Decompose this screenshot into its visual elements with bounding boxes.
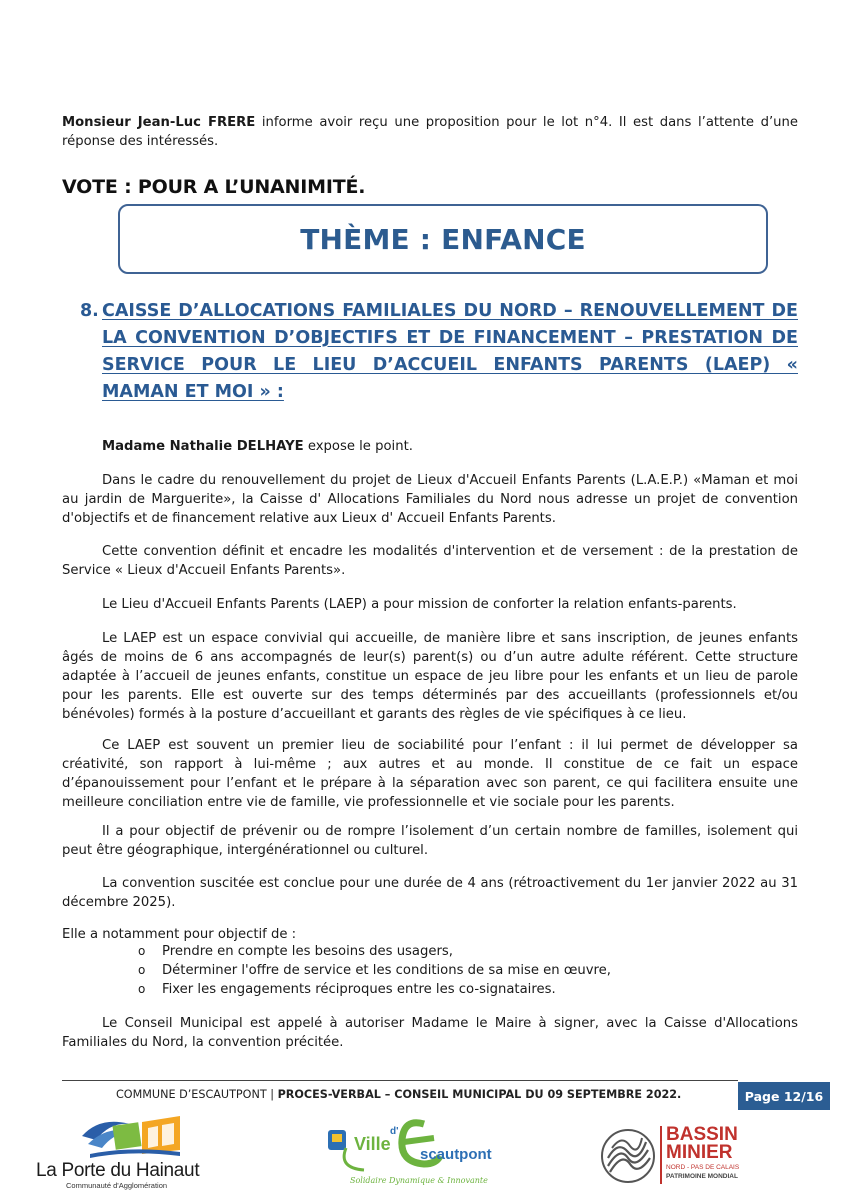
section-title: CAISSE D’ALLOCATIONS FAMILIALES DU NORD – RENOUVELLEMENT DE LA CONVENTION D’OBJECTIFS ET DE FINANCEMENT – PRESTATION DE SERVICE POUR LE LIEU D’ACCUEIL ENFANTS PARENTS (LAEP) « MAMAN ET MOI » : xyxy=(102,301,798,402)
bullet-mark: o xyxy=(138,944,146,958)
bassin-minier-line4: PATRIMOINE MONDIAL xyxy=(666,1173,738,1180)
paragraph-5: Ce LAEP est souvent un premier lieu de sociabilité pour l’enfant : il lui permet de développer sa créativité, son rapport à lui-même ; aux autres et au monde. Il constitue de ce fait un espace d’épanouissement pour l’enfant et le prépare à la séparation avec son parent, ce qui facilitera ensuite une meilleure conciliation entre vie de famille, vie professionnelle et vie sociale pour les parents. xyxy=(62,738,798,810)
section-heading xyxy=(80,298,798,406)
conclusion-paragraph: Le Conseil Municipal est appelé à autoriser Madame le Maire à signer, avec la Caisse d'Allocations Familiales du Nord, la convention précitée. xyxy=(62,1016,798,1050)
intro-speaker: Monsieur Jean-Luc FRERE xyxy=(62,115,256,130)
theme-box xyxy=(118,204,768,274)
intro-paragraph xyxy=(62,113,798,151)
presenter-text: expose le point. xyxy=(303,439,413,454)
bullet-mark: o xyxy=(138,963,146,977)
escautpont-ville-text: Ville xyxy=(354,1134,391,1154)
objective-text: Fixer les engagements réciproques entre les co-signataires. xyxy=(162,982,556,997)
objectives-intro: Elle a notamment pour objectif de : xyxy=(62,927,297,942)
ville-escautpont-logo xyxy=(324,1116,492,1194)
bassin-minier-line1: BASSIN xyxy=(666,1124,738,1145)
footer-separator: | xyxy=(266,1088,278,1101)
porte-du-hainaut-name: La Porte du Hainaut xyxy=(36,1160,200,1181)
objectives-list xyxy=(138,942,611,999)
porte-du-hainaut-logo xyxy=(30,1110,220,1192)
bassin-minier-logo xyxy=(600,1126,790,1188)
section-number: 8. xyxy=(80,301,99,321)
objective-text: Prendre en compte les besoins des usagers, xyxy=(162,944,453,959)
bassin-minier-line3: NORD - PAS DE CALAIS xyxy=(666,1164,740,1171)
vote-result: VOTE : POUR A L’UNANIMITÉ. xyxy=(62,176,366,198)
footer-commune: COMMUNE D’ESCAUTPONT xyxy=(116,1088,267,1101)
footer-text xyxy=(116,1088,681,1101)
paragraph-2: Cette convention définit et encadre les modalités d'intervention et de versement : de la prestation de Service « Lieux d'Accueil Enfants Parents». xyxy=(62,544,798,578)
escautpont-slogan: Solidaire Dynamique & Innovante xyxy=(350,1176,488,1185)
bassin-minier-divider xyxy=(660,1126,662,1184)
list-item xyxy=(138,942,611,961)
presenter-line xyxy=(102,437,798,456)
page-number-badge: Page 12/16 xyxy=(738,1082,830,1110)
theme-title: THÈME : ENFANCE xyxy=(300,222,586,256)
bassin-minier-line2: MINIER xyxy=(666,1142,733,1163)
paragraph-1: Dans le cadre du renouvellement du projet de Lieux d'Accueil Enfants Parents (L.A.E.P.) «Maman et moi au jardin de Marguerite», la Caisse d' Allocations Familiales du Nord nous adresse un projet de convention d'objectifs et de financement relative aux Lieux d' Accueil Enfants Parents. xyxy=(62,473,798,526)
paragraph-7: La convention suscitée est conclue pour une durée de 4 ans (rétroactivement du 1er janvier 2022 au 31 décembre 2025). xyxy=(62,876,798,910)
escautpont-name-text: scautpont xyxy=(420,1146,492,1163)
porte-du-hainaut-subtitle: Communauté d'Agglomération xyxy=(66,1181,168,1190)
footer-pv: PROCES-VERBAL – CONSEIL MUNICIPAL DU 09 SEPTEMBRE 2022. xyxy=(277,1088,682,1101)
list-item xyxy=(138,980,611,999)
paragraph-4: Le LAEP est un espace convivial qui accueille, de manière libre et sans inscription, de jeunes enfants âgés de moins de 6 ans accompagnés de leur(s) parent(s) ou d’un autre adulte référent. Cette structure adaptée à l’accueil de jeunes enfants, constitue un espace de jeu libre pour les enfants et un lieu de parole pour les parents. Elle est ouverte sur des temps déterminés par des accueillants (professionnels et/ou bénévoles) formés à la posture d’accueillant et garants des règles de vie spécifiques à ce lieu. xyxy=(62,631,798,722)
footer-divider xyxy=(62,1080,738,1081)
escautpont-d-text: d' xyxy=(390,1126,399,1137)
bassin-minier-fingerprint-icon xyxy=(600,1128,656,1184)
paragraph-3: Le Lieu d'Accueil Enfants Parents (LAEP) a pour mission de conforter la relation enfants-parents. xyxy=(102,597,737,612)
list-item xyxy=(138,961,611,980)
porte-du-hainaut-emblem-icon xyxy=(30,1110,220,1162)
bullet-mark: o xyxy=(138,982,146,996)
presenter-name: Madame Nathalie DELHAYE xyxy=(102,439,304,454)
paragraph-6: Il a pour objectif de prévenir ou de rompre l’isolement d’un certain nombre de familles, isolement qui peut être géographique, intergénérationnel ou culturel. xyxy=(62,824,798,858)
intro-text: informe avoir reçu une proposition pour le lot n°4. Il est dans l’attente d’une réponse des intéressés. xyxy=(62,115,798,149)
objective-text: Déterminer l'offre de service et les conditions de sa mise en œuvre, xyxy=(162,963,611,978)
